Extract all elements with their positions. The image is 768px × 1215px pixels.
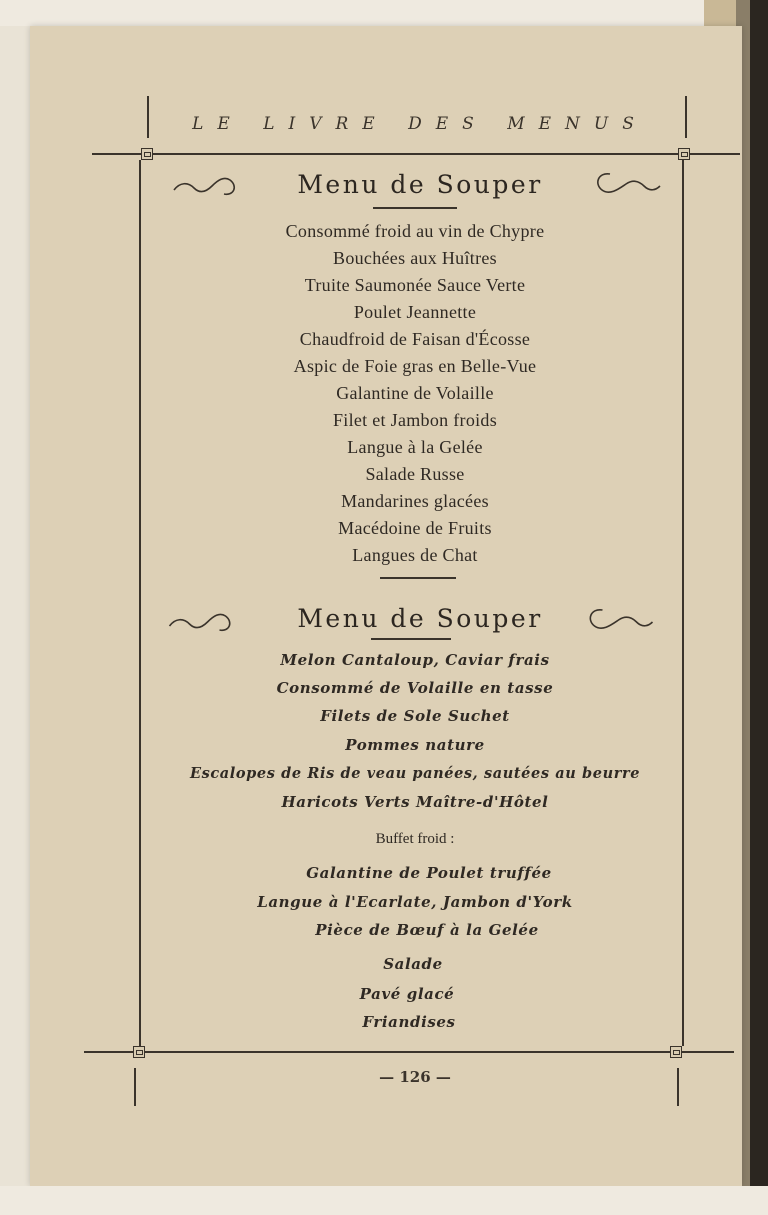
menu-2-items (150, 0, 680, 1050)
buffet-label: Buffet froid : (375, 831, 455, 847)
menu-item: Melon Cantaloup, Caviar frais (280, 651, 550, 669)
menu-item: Consommé froid au vin de Chypre (285, 221, 545, 241)
scan-background-bottom (0, 1186, 768, 1215)
corner-ornament-bottom-left (133, 1046, 145, 1058)
buffet-item: Galantine de Poulet truffée (306, 864, 552, 882)
menu-item: Haricots Verts Maître-d'Hôtel (281, 793, 549, 811)
menu-item: Poulet Jeannette (353, 302, 477, 322)
frame-left-rule (139, 160, 141, 1046)
menu-item: Langues de Chat (352, 545, 478, 565)
menu-item: Chaudfroid de Faisan d'Écosse (299, 329, 531, 349)
page-number: — 126 — (379, 1068, 451, 1086)
menu-2-title: Menu de Souper (297, 604, 543, 633)
buffet-item: Friandises (362, 1013, 456, 1031)
menu-item: Escalopes de Ris de veau panées, sautées au beurre (189, 765, 641, 782)
menu-item: Aspic de Foie gras en Belle-Vue (293, 356, 537, 376)
frame-tick-top-right (685, 96, 687, 138)
menu-1-title: Menu de Souper (297, 170, 543, 199)
buffet-item: Salade (383, 955, 443, 973)
menu-item: Mandarines glacées (341, 491, 489, 511)
menu-item: Bouchées aux Huîtres (333, 248, 497, 268)
menu-item: Macédoine de Fruits (338, 518, 492, 538)
frame-right-rule (682, 160, 684, 1046)
menu-item: Salade Russe (365, 464, 465, 484)
menu-item: Filets de Sole Suchet (320, 707, 510, 725)
buffet-item: Pièce de Bœuf à la Gelée (315, 921, 539, 939)
menu-item: Truite Saumonée Sauce Verte (304, 275, 526, 295)
menu-item: Filet et Jambon froids (332, 410, 498, 430)
buffet-item: Pavé glacé (359, 985, 455, 1003)
frame-bottom-rule (84, 1051, 734, 1053)
frame-tick-bottom-left (134, 1068, 136, 1106)
menu-item: Pommes nature (345, 736, 485, 754)
menu-item: Galantine de Volaille (336, 383, 494, 403)
menu-item: Consommé de Volaille en tasse (276, 679, 554, 697)
buffet-item: Langue à l'Ecarlate, Jambon d'York (257, 893, 573, 911)
running-title: LE LIVRE DES MENUS (192, 114, 648, 134)
frame-tick-top-left (147, 96, 149, 138)
menu-item: Langue à la Gelée (347, 437, 483, 457)
